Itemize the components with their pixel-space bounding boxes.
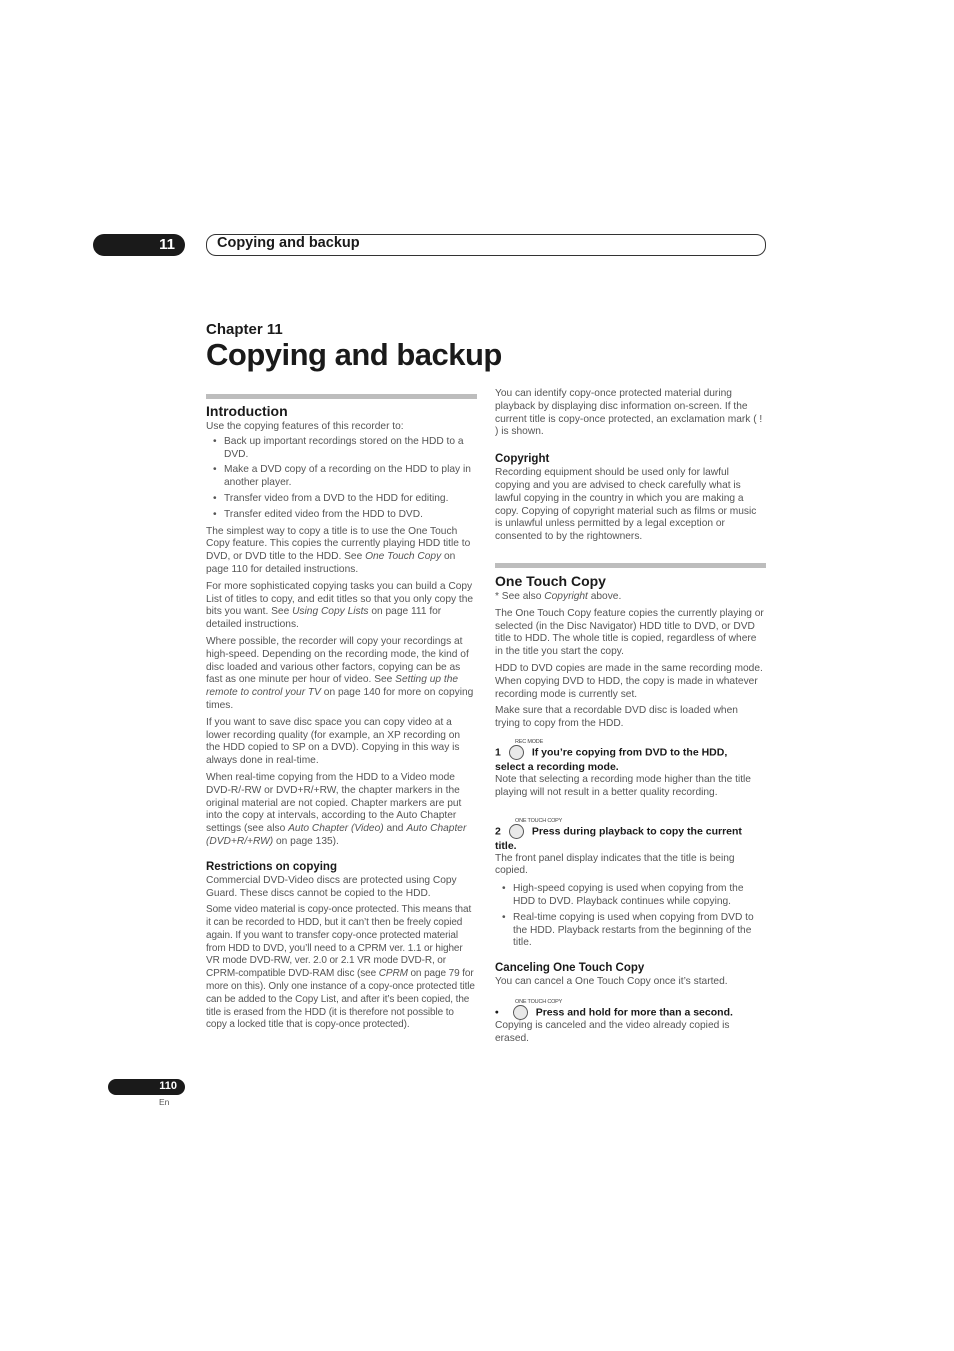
page-number: 110 <box>159 1080 177 1092</box>
right-column-top <box>495 388 765 544</box>
canceling-paragraph: You can cancel a One Touch Copy once it’s started. <box>495 976 728 988</box>
one-touch-paragraph-disc: Make sure that a recordable DVD disc is loaded when trying to copy from the HDD. <box>495 705 738 730</box>
cancel-step-text: Press and hold for more than a second. <box>535 1006 733 1019</box>
chapter-title: Copying and backup <box>206 337 502 372</box>
one-touch-paragraph-modes: HDD to DVD copies are made in the same recording mode. When copying DVD to HDD, the copy is made in whatever recording mode is currently set. <box>495 662 763 700</box>
copyright-paragraph: Recording equipment should be used only for lawful copying and you are advised to check carefully what is lawful copying in the country in which you are making a copy. Copying of copyright material such as films or music is unlawful unless permitted by a legal exception or consented to by the rightowners. <box>495 467 757 543</box>
rec-mode-button-icon <box>509 745 524 760</box>
chapter-label: Chapter 11 <box>206 321 283 338</box>
canceling-heading: Canceling One Touch Copy <box>495 962 645 975</box>
language-label: En <box>159 1097 170 1107</box>
step-1-note: Note that selecting a recording mode higher than the title playing will not result in a better quality recording. <box>495 773 751 798</box>
intro-paragraph-chapter-markers: When real-time copying from the HDD to a Video mode DVD-R/-RW or DVD+R/+RW, the chapter markers in the original material are not copied. Chapter markers are put into the copy at intervals, according to the Auto Chapter settings (see also Auto Chapter (Video) and Auto Chapter (DVD+R/+RW) on page 135). <box>206 771 467 847</box>
intro-lead: Use the copying features of this recorder to: <box>206 421 404 432</box>
restrictions-heading: Restrictions on copying <box>206 860 337 873</box>
intro-bullet-list <box>206 436 476 522</box>
section-header-title: Copying and backup <box>217 235 360 251</box>
list-item: • Transfer video from a DVD to the HDD for editing. <box>206 493 476 506</box>
list-item: • Transfer edited video from the HDD to DVD. <box>206 509 476 522</box>
rec-mode-button-caption: REC MODE <box>515 738 544 745</box>
one-touch-copy-button-icon <box>509 824 524 839</box>
intro-paragraph-copy-lists: For more sophisticated copying tasks you can build a Copy List of titles to copy, and edit titles so that you only copy the bits you want. See Using Copy Lists on page 111 for detailed instructions. <box>206 580 474 631</box>
intro-paragraph-disc-space: If you want to save disc space you can copy video at a lower recording quality (for example, an XP recording on the HDD copied to SP on a DVD). Copying in this way is always done in real-time. <box>206 716 461 767</box>
cancel-one-touch-copy-button-icon <box>513 1005 528 1020</box>
intro-paragraph-high-speed: Where possible, the recorder will copy your recordings at high-speed. Depending on the recording mode, the kind of disc loaded and various other factors, copying can be as fast as one minute per hour of video. See Setting up the remote to control your TV on page 140 for more on copying times. <box>206 635 474 711</box>
one-touch-rule <box>495 563 766 568</box>
see-also-note: * See also Copyright above. <box>495 591 622 602</box>
restrictions-paragraph-copy-guard: Commercial DVD-Video discs are protected using Copy Guard. These discs cannot be copied to the HDD. <box>206 874 457 899</box>
step-1 <box>495 745 765 774</box>
right-column-one-touch <box>495 573 765 1046</box>
step-1-number: 1 <box>495 746 501 759</box>
step-1-text-b: select a recording mode. <box>495 760 619 773</box>
step-2 <box>495 824 765 853</box>
list-item: • Real-time copying is used when copying from DVD to the HDD. Playback restarts from the beginning of the title. <box>495 912 765 950</box>
page-number-tab <box>108 1079 185 1095</box>
list-item: • High-speed copying is used when copying from the HDD to DVD. Playback continues while copying. <box>495 883 765 909</box>
step-2-text-a: Press during playback to copy the current <box>531 824 742 837</box>
step-2-bullet-list <box>495 883 765 950</box>
cancel-one-touch-copy-button-caption: ONE TOUCH COPY <box>515 998 563 1005</box>
left-column <box>206 403 476 1032</box>
step-1-text-a: If you’re copying from DVD to the HDD, <box>531 746 728 759</box>
step-2-number: 2 <box>495 824 501 837</box>
intro-paragraph-one-touch: The simplest way to copy a title is to use the One Touch Copy feature. This copies the currently playing HDD title to DVD, or DVD title to the HDD. See One Touch Copy on page 110 for detailed instructions. <box>206 525 471 575</box>
restrictions-paragraph-copy-once: Some video material is copy-once protected. This means that it can be recorded to HDD, but it can’t then be freely copied again. If you want to transfer copy-once protected material from HDD to DVD, you’ll need to a CPRM ver. 1.1 or higher VR mode DVD-RW, ver. 2.0 or 2.1 VR mode DVD-R, or CPRM-compatible DVD-RAM disc (see CPRM on page 79 for more on this). Only one instance of a copy-once protected title can be added to the Copy List, and after it’s been copied, the title is erased from the HDD (it is therefore not possible to copy a locked title that is copy-once protected). <box>206 904 475 1031</box>
canceling-note: Copying is canceled and the video already copied is erased. <box>495 1019 730 1044</box>
one-touch-copy-button-caption: ONE TOUCH COPY <box>515 817 563 824</box>
one-touch-paragraph-feature: The One Touch Copy feature copies the currently playing or selected (in the Disc Navigator) HDD title to DVD, or DVD title to HDD. The whole title is copied, regardless of where in the title you start the copy. <box>495 607 764 658</box>
step-2-text-b: title. <box>495 839 517 852</box>
copyright-heading: Copyright <box>495 453 550 466</box>
list-item: • Make a DVD copy of a recording on the HDD to play in another player. <box>206 464 476 490</box>
cancel-step-bullet: • <box>495 1006 499 1019</box>
one-touch-copy-heading: One Touch Copy <box>495 573 606 589</box>
cancel-step <box>495 1005 765 1020</box>
chapter-number: 11 <box>159 236 175 253</box>
intro-rule <box>206 394 477 399</box>
introduction-heading: Introduction <box>206 403 288 419</box>
identify-copy-once-paragraph: You can identify copy-once protected material during playback by displaying disc information on-screen. If the current title is copy-once protected, an exclamation mark ( ! ) is shown. <box>495 388 763 438</box>
step-2-note: The front panel display indicates that the title is being copied. <box>495 852 735 877</box>
chapter-number-tab <box>93 234 185 256</box>
list-item: • Back up important recordings stored on the HDD to a DVD. <box>206 436 476 462</box>
